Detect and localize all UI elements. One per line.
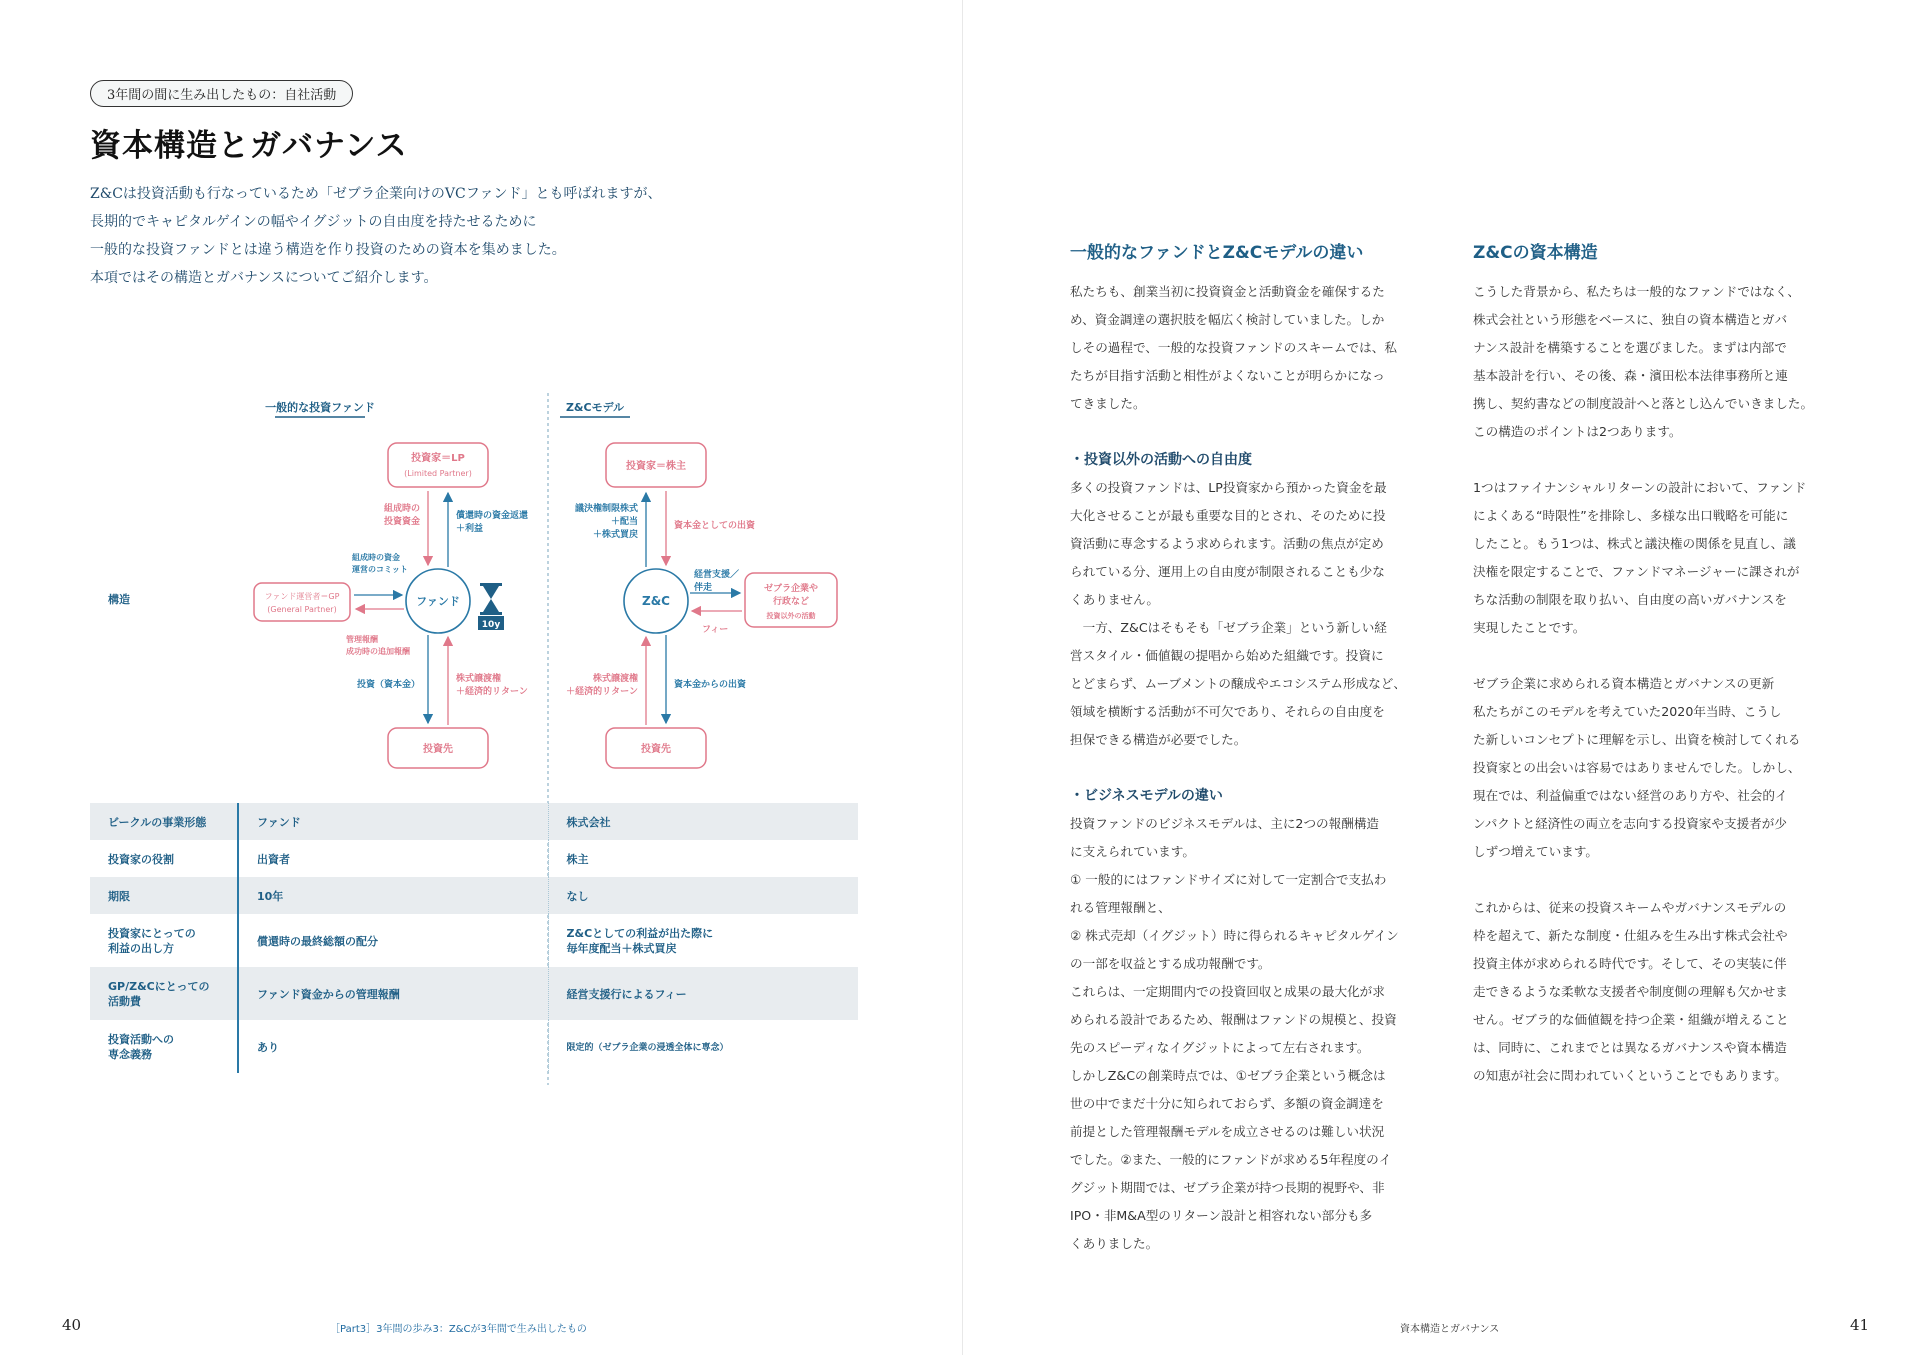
table-row (90, 1020, 858, 1073)
svg-text:資本金からの出資: 資本金からの出資 (674, 680, 747, 690)
intro-paragraph (90, 180, 730, 292)
svg-text:管理報酬: 管理報酬 (346, 635, 378, 644)
table-row (90, 840, 858, 877)
paragraph: これからは、従来の投資スキームやガバナンスモデルの 枠を超えて、新たな制度・仕組みを生み出す株式会社や 投資主体が求められる時代です。そして、その実装に伴 走できるような柔軟な支援者や制度側の理解も欠かせま せん。ゼブラ的な価値観を持つ企業・組織が増えること は、同時に、これまでとは異なるガバナンスや資本構造 の知恵が社会に問われていくということでもあります。 (1473, 900, 1789, 1083)
general-gp-box (254, 583, 350, 621)
paragraph: 多くの投資ファンドは、LP投資家から預かった資金を最 大化させることが最も重要な目的とされ、そのために投 資活動に専念するよう求められます。活動の焦点が定め られている分、運用上の自由度が制限されることも少な くありません。 一方、Z&Cはそもそも「ゼブラ企業」という新しい経 営スタイル・価値観の提唱から始めた組織です。投資に とどまらず、ムーブメントの醸成やエコシステム形成など、 領域を横断する活動が不可欠であり、それらの自由度を 担保できる構造が必要でした。 (1070, 480, 1406, 747)
zc-cell: 株主 (566, 852, 589, 866)
row-key: 投資活動への 専念義務 (90, 1020, 238, 1073)
svg-text:投資（資本金）: 投資（資本金） (356, 680, 420, 690)
general-cell: 出資者 (238, 840, 548, 877)
svg-text:ゼブラ企業や: ゼブラ企業や (763, 584, 819, 594)
paragraph: 投資ファンドのビジネスモデルは、主に2つの報酬構造 に支えられています。 ① 一般的にはファンドサイズに対して一定割合で支払わ れる管理報酬と、 ② 株式売却（イグジット）時に得られるキャピタルゲイン の一部を収益とする成功報酬です。 これらは、一定期間内での投資回収と成果の最大化が求 められる設計であるため、報酬はファンドの規模と、投資 先のスピーディなイグジットによって左右されます。 しかしZ&Cの創業時点では、①ゼブラ企業という概念は 世の中でまだ十分に知られておらず、多額の資金調達を 前提とした管理報酬モデルを成立させるのは難しい状況 でした。②また、一般的にファンドが求める5年程度のイ グジット期間では、ゼブラ企業が持つ長期的視野や、非 IPO・非M&A型のリターン設計と相容れない部分も多 くありました。 (1070, 816, 1399, 1251)
intro-line: 長期的でキャピタルゲインの幅やイグジットの自由度を持たせるために (90, 214, 537, 230)
svg-text:投資以外の活動: 投資以外の活動 (766, 612, 816, 620)
row-key: 投資家の役割 (90, 840, 238, 877)
svg-text:＋経済的リターン: ＋経済的リターン (456, 687, 528, 697)
general-cell: ファンド (238, 803, 548, 840)
subheading: ・ビジネスモデルの違い (1070, 788, 1223, 804)
page-title: 資本構造とガバナンス (90, 128, 408, 164)
svg-text:株式譲渡権: 株式譲渡権 (592, 674, 638, 684)
page-number-right: 41 (1850, 1316, 1870, 1334)
section-heading: 一般的なファンドとZ&Cモデルの違い (1070, 243, 1364, 263)
row-key: ビークルの事業形態 (90, 803, 238, 840)
section-heading: Z&Cの資本構造 (1473, 243, 1598, 263)
paragraph: こうした背景から、私たちは一般的なファンドではなく、 株式会社という形態をベースに、独自の資本構造とガバ ナンス設計を構築することを選びました。まずは内部で 基本設計を行い、その後、森・濱田松本法律事務所と連 携し、契約書などの制度設計へと落とし込んでいきました。 この構造のポイントは2つあります。 (1473, 284, 1814, 439)
zc-cell: 限定的（ゼブラ企業の浸透全体に専念） (566, 1043, 729, 1053)
subheading: ・投資以外の活動への自由度 (1070, 452, 1252, 468)
zc-cell: Z&Cとしての利益が出た際に 毎年度配当＋株式買戻 (566, 926, 714, 955)
diagram-col-general: 一般的な投資ファンド (265, 401, 375, 414)
svg-text:Z&C: Z&C (642, 594, 670, 608)
svg-text:ファンド: ファンド (416, 595, 460, 608)
svg-text:投資家＝LP: 投資家＝LP (411, 453, 465, 464)
svg-text:＋経済的リターン: ＋経済的リターン (566, 687, 638, 697)
paragraph: ゼブラ企業に求められる資本構造とガバナンスの更新 私たちがこのモデルを考えていた2020年当時、こうし た新しいコンセプトに理解を示し、出資を検討してくれる 投資家との出会いは容易ではありませんでした。しかし、 現在では、利益偏重ではない経営のあり方や、社会的イ ンパクトと経済性の両立を志向する投資家や支援者が少 しずつ増えています。 (1473, 676, 1801, 859)
column-capital-structure (1473, 238, 1843, 1090)
row-key: GP/Z&Cにとっての 活動費 (90, 967, 238, 1020)
svg-text:行政など: 行政など (772, 597, 810, 607)
svg-text:ファンド運営者＝GP: ファンド運営者＝GP (264, 592, 340, 601)
general-cell: あり (238, 1020, 548, 1073)
svg-text:組成時の: 組成時の (383, 504, 420, 514)
intro-line: 一般的な投資ファンドとは違う構造を作り投資のための資本を集めました。 (90, 242, 566, 258)
svg-text:投資先: 投資先 (423, 744, 453, 755)
paragraph: 私たちも、創業当初に投資資金と活動資金を確保するた め、資金調達の選択肢を幅広く検討していました。しか しその過程で、一般的な投資ファンドのスキームでは、私 たちが目指す活動と相性がよくないことが明らかになっ てきました。 (1070, 284, 1397, 411)
zc-cell: 株式会社 (548, 803, 858, 840)
svg-text:＋利益: ＋利益 (456, 524, 484, 534)
svg-text:経営支援／: 経営支援／ (694, 570, 740, 580)
svg-text:伴走: 伴走 (694, 583, 713, 593)
column-fund-differences (1070, 238, 1440, 1258)
zc-cell: なし (548, 877, 858, 914)
svg-text:10y: 10y (481, 620, 501, 630)
svg-text:議決権制限株式: 議決権制限株式 (574, 504, 638, 514)
svg-text:＋配当: ＋配当 (610, 517, 638, 527)
svg-text:投資家＝株主: 投資家＝株主 (626, 461, 686, 472)
svg-text:投資先: 投資先 (641, 744, 671, 755)
diagram-row-label: 構造 (108, 593, 130, 606)
row-key: 期限 (90, 877, 238, 914)
hourglass-icon (478, 583, 504, 630)
row-key: 投資家にとっての 利益の出し方 (90, 914, 238, 967)
svg-text:償還時の資金返還: 償還時の資金返還 (456, 511, 529, 521)
page-number-left: 40 (62, 1316, 82, 1334)
comparison-table (90, 803, 858, 1073)
svg-text:成功時の追加報酬: 成功時の追加報酬 (346, 647, 410, 656)
section-tag: 3年間の間に生み出したもの：自社活動 (90, 80, 353, 107)
intro-line: Z&Cは投資活動も行なっているため「ゼブラ企業向けのVCファンド」とも呼ばれますが、 (90, 186, 662, 202)
table-row (90, 877, 858, 914)
general-cell: 償還時の最終総額の配分 (238, 914, 548, 967)
svg-text:(Limited Partner): (Limited Partner) (404, 469, 472, 478)
intro-line: 本項ではその構造とガバナンスについてご紹介します。 (90, 270, 438, 286)
general-cell: 10年 (238, 877, 548, 914)
svg-text:投資資金: 投資資金 (383, 517, 420, 527)
running-footer-left: ［Part3］3年間の歩み3：Z&Cが3年間で生み出したもの (330, 1324, 587, 1335)
svg-text:(General Partner): (General Partner) (267, 605, 337, 614)
table-row (90, 914, 858, 967)
table-row (90, 967, 858, 1020)
general-cell: ファンド資金からの管理報酬 (238, 967, 548, 1020)
svg-text:フィー: フィー (702, 625, 729, 635)
svg-text:資本金としての出資: 資本金としての出資 (674, 521, 756, 531)
svg-text:＋株式買戻: ＋株式買戻 (592, 530, 638, 540)
svg-text:運営のコミット: 運営のコミット (352, 565, 408, 574)
zc-cell: 経営支援行によるフィー (548, 967, 858, 1020)
svg-text:組成時の資金: 組成時の資金 (352, 553, 400, 562)
running-footer-right: 資本構造とガバナンス (1400, 1324, 1500, 1335)
paragraph: 1つはファイナンシャルリターンの設計において、ファンド によくある“時限性”を排除し、多様な出口戦略を可能に したこと。もう1つは、株式と議決権の関係を見直し、議 決権を限定することで、ファンドマネージャーに課されが ちな活動の制限を取り払い、自由度の高いガバナンスを 実現したことです。 (1473, 480, 1807, 635)
svg-text:株式譲渡権: 株式譲渡権 (456, 674, 502, 684)
general-investor-box (388, 443, 488, 487)
table-row (90, 803, 858, 840)
diagram-col-zc: Z&Cモデル (565, 401, 625, 414)
